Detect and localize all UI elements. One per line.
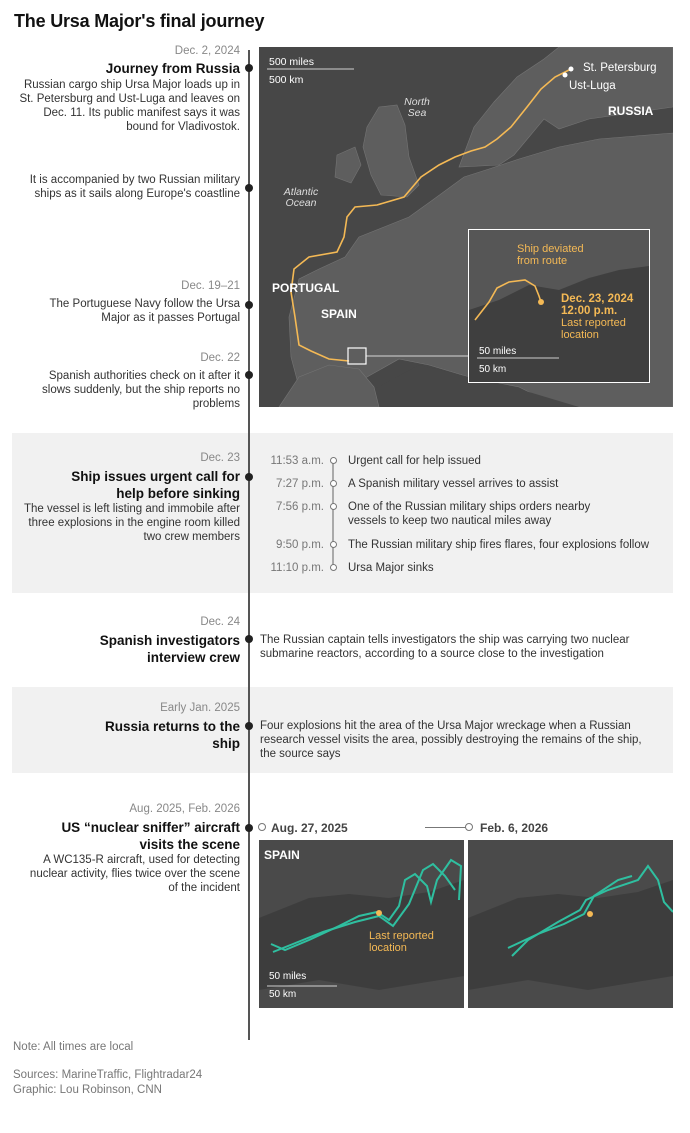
ust-luga-marker (563, 73, 568, 78)
timeline-dot (245, 722, 253, 730)
flight-scale-km: 50 km (269, 989, 297, 1000)
feb-flight-marker (465, 823, 473, 831)
event-body: The Russian captain tells investigators the ship was carrying two nuclear submarine reactors, according to a source close to the investigation (260, 634, 630, 660)
sub-dot (330, 541, 337, 548)
inset-deviated: Ship deviated from route (517, 243, 584, 267)
map-scale-km: 500 km (269, 74, 304, 86)
sub-text: Urgent call for help issued (348, 455, 481, 467)
sub-time: 11:10 p.m. (270, 562, 324, 574)
aug-last-location-dot (376, 910, 382, 916)
label-ust-luga: Ust-Luga (569, 80, 616, 92)
sub-time: 7:56 p.m. (276, 501, 324, 513)
label-spain: SPAIN (321, 307, 357, 321)
inset-time: 12:00 p.m. (561, 305, 618, 317)
timeline-dot (245, 184, 253, 192)
label-st-petersburg: St. Petersburg (583, 62, 657, 74)
label-atlantic: Atlantic Ocean (283, 186, 319, 209)
footer-sources: Sources: MarineTraffic, Flightradar24 (13, 1069, 203, 1081)
feb-last-location-dot (587, 911, 593, 917)
event-body: Russian cargo ship Ursa Major loads up in St. Petersburg and Ust-Luga and leaves on Dec. 11. Its public manifest says it was bound for Vladivostok. (19, 79, 240, 133)
aug-flight-map (259, 840, 464, 1008)
feb-connector (425, 827, 467, 828)
timeline-dot (245, 635, 253, 643)
timeline-dot (245, 371, 253, 379)
timeline-dot (245, 64, 253, 72)
last-location-dot (538, 299, 544, 305)
event-body: It is accompanied by two Russian military ships as it sails along Europe's coastline (29, 174, 240, 200)
inset-date: Dec. 23, 2024 (561, 293, 634, 305)
label-north-sea: North Sea (404, 96, 430, 119)
feb-flight-label: Feb. 6, 2026 (480, 821, 549, 835)
sub-timeline-line (332, 462, 334, 566)
aug-flight-label: Aug. 27, 2025 (271, 821, 348, 835)
inset-scale-miles: 50 miles (479, 346, 517, 357)
inset-map (468, 229, 650, 383)
event-headline: Journey from Russia (105, 61, 240, 76)
timeline-line (248, 50, 250, 1040)
event-body: The vessel is left listing and immobile after three explosions in the engine room killed two crew members (23, 503, 240, 543)
event-headline: Spanish investigators interview crew (99, 633, 240, 665)
sub-text: Ursa Major sinks (348, 562, 434, 574)
sub-text: The Russian military ship fires flares, four explosions follow (348, 539, 650, 551)
sub-text: One of the Russian military ships orders nearby vessels to keep two nautical miles away (348, 501, 591, 527)
inset-last: Last reported location (561, 317, 626, 341)
event-body: Spanish authorities check on it after it slows suddenly, but the ship reports no problems (42, 370, 240, 410)
label-portugal: PORTUGAL (272, 281, 340, 295)
st-petersburg-marker (569, 67, 574, 72)
page-title: The Ursa Major's final journey (14, 11, 265, 31)
event-date: Early Jan. 2025 (160, 702, 240, 714)
event-date: Dec. 23 (200, 452, 240, 464)
event-body: Four explosions hit the area of the Ursa Major wreckage when a Russian research vessel visits the area, possibly destroying the remains of the ship, the source says (260, 720, 642, 760)
sub-dot (330, 480, 337, 487)
sub-time: 11:53 a.m. (270, 455, 324, 467)
timeline-dot (245, 301, 253, 309)
aug-last-location: Last reported location (369, 930, 434, 954)
sub-dot (330, 503, 337, 510)
event-body: A WC135-R aircraft, used for detecting nuclear activity, flies twice over the scene of the incident (29, 854, 240, 894)
event-date: Dec. 19–21 (181, 280, 240, 292)
event-date: Dec. 24 (200, 616, 240, 628)
footer-graphic: Graphic: Lou Robinson, CNN (13, 1084, 162, 1096)
feb-flight-map (468, 840, 673, 1008)
flight-scale-miles: 50 miles (269, 971, 307, 982)
aug-label-spain: SPAIN (264, 848, 300, 862)
event-headline: Ship issues urgent call for help before sinking (71, 469, 240, 501)
event-body: The Portuguese Navy follow the Ursa Major as it passes Portugal (49, 298, 240, 324)
sub-time: 9:50 p.m. (276, 539, 324, 551)
map-scale-miles: 500 miles (269, 56, 314, 68)
timeline-dot (245, 473, 253, 481)
event-date: Aug. 2025, Feb. 2026 (129, 803, 240, 815)
event-headline: Russia returns to the ship (104, 719, 240, 751)
event-headline: US “nuclear sniffer” aircraft visits the scene (61, 820, 240, 852)
inset-scale-km: 50 km (479, 364, 507, 375)
aug-flight-marker (258, 823, 266, 831)
sub-dot (330, 564, 337, 571)
event-date: Dec. 2, 2024 (174, 45, 240, 57)
label-russia: RUSSIA (608, 104, 654, 118)
event-date: Dec. 22 (200, 352, 240, 364)
footer-note: Note: All times are local (13, 1041, 134, 1053)
sub-text: A Spanish military vessel arrives to assist (348, 478, 559, 490)
sub-dot (330, 457, 337, 464)
timeline-dot (245, 824, 253, 832)
sub-time: 7:27 p.m. (276, 478, 324, 490)
